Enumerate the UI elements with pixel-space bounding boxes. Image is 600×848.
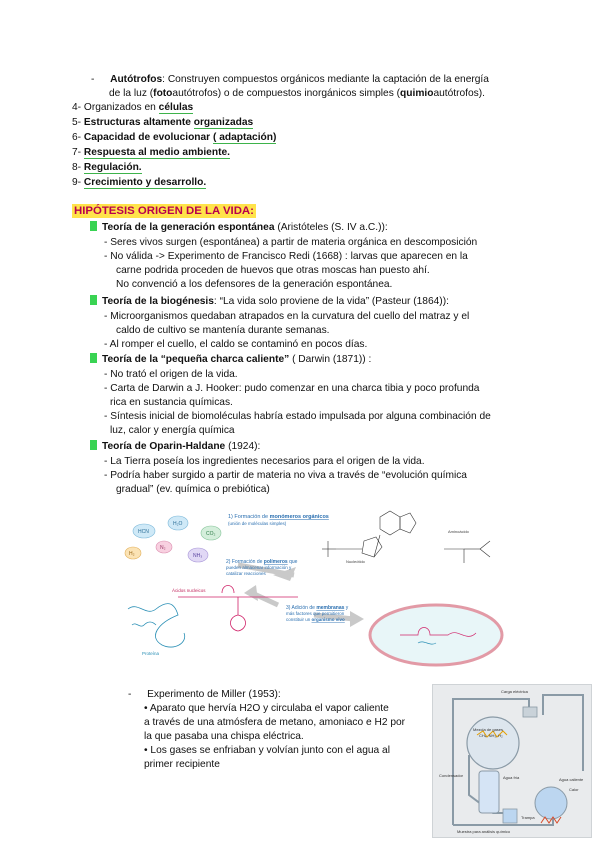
green-bullet-icon [90,295,97,305]
photo-label-gases: CH₄, NH₃, H₂ [479,733,503,738]
item-bold: Capacidad de evolucionar [83,132,213,143]
nucleic-label: Ácidos nucleicos [172,588,206,593]
gen-line-4: No convenció a los defensores de la generación espontánea. [116,279,393,290]
step1-text: 1) Formación de monómeros orgánicos [228,514,329,520]
item-bold-underlined: Crecimiento y desarrollo. [83,177,207,188]
theory-author: ( Darwin (1871)) : [289,354,372,365]
foto-bold: foto [153,88,173,99]
charca-line-4: - Síntesis inicial de biomoléculas habría estado impulsada por alguna combinación de [104,411,491,422]
theory-biogenesis-title [90,295,449,308]
item-prefix: 6- [72,132,84,143]
item-9 [72,176,206,189]
electrode-box [523,707,537,717]
miller-line-3: la que pasaba una chispa eléctrica. [144,731,304,742]
item-bold: Estructuras altamente [83,117,194,128]
gen-line-1: - Seres vivos surgen (espontánea) a partir de materia orgánica en descomposición [104,237,478,248]
gas-flask [467,717,519,769]
nucleotide-structure [322,511,416,557]
green-bullet-icon [90,221,97,231]
item-8 [72,161,142,174]
gas-co2-label: CO₂ [206,531,216,537]
theory-name: Teoría de la generación espontánea [102,222,275,233]
arrow-2-icon [244,585,258,601]
item-prefix: 7- [72,147,84,158]
step3-sub1: más factores que permitieron [286,611,345,616]
gas-molecules [125,516,221,562]
condenser [479,771,499,813]
bio-line-3: - Al romper el cuello, el caldo se contaminó en pocos días. [104,339,368,350]
autotrofos-line-2 [109,87,485,100]
bullet-dash: - [128,689,132,700]
theory-charca-title [90,353,371,366]
miller-title [128,688,281,701]
item-prefix: 4- Organizados en [72,102,159,113]
item-4 [72,101,193,114]
item-bold-underlined: organizadas [193,117,254,128]
theory-name: Teoría de la biogénesis [102,296,214,307]
text-segment: autótrofos) o de compuestos inorgánicos simples ( [172,88,401,99]
theory-author: (1924): [225,441,261,452]
photo-label-trap: Trampa [521,815,535,820]
charca-line-3: rica en sustancia químicas. [110,397,233,408]
item-bold-underlined: ( adaptación) [212,132,277,143]
photo-label-condenser: Condensador [439,773,464,778]
protein-coil [132,622,156,626]
trap [503,809,517,823]
autotrofos-term: Autótrofos [110,74,163,85]
step3-text: 3) Adición de membranas y [286,605,349,611]
theory-name: Teoría de Oparin-Haldane [102,441,226,452]
photo-label-electric: Carga eléctrica [501,689,528,694]
boiling-flask [535,787,567,819]
step2-text: 2) Formación de polímeros que [226,559,298,565]
step2-sub1: pueden almacenar información y [226,565,292,570]
item-prefix: 9- [72,177,84,188]
item-7 [72,146,230,159]
text-segment: de la luz ( [109,88,154,99]
oparin-line-1: - La Tierra poseía los ingredientes necesarios para el origen de la vida. [104,456,425,467]
miller-apparatus-image [432,684,592,838]
bullet-dash: - [91,74,95,85]
theory-name: Teoría de la “pequeña charca caliente” [102,354,290,365]
item-bold: células [158,102,194,113]
miller-apparatus-drawing [433,685,591,837]
green-bullet-icon [90,440,97,450]
item-bold-underlined: Regulación. [83,162,142,173]
text-segment: autótrofos). [433,88,485,99]
miller-line-2: a través de una atmósfera de metano, amoniaco e H2 por [144,717,406,728]
item-5 [72,116,253,129]
nucleotide-label: Nucleótido [346,559,365,564]
autotrofos-text: : Construyen compuestos orgánicos mediante la captación de la energía [162,74,489,85]
protein-label: Proteína [142,651,160,656]
charca-line-5: luz, calor y energía química [110,425,235,436]
miller-line-1: • Aparato que hervía H2O y circulaba el vapor caliente [144,703,389,714]
photo-label-sample: Muestra para análisis químico [457,829,511,834]
miller-line-4: • Los gases se enfriaban y volvían junto con el agua al [144,745,390,756]
autotrofos-line-1 [91,73,489,86]
charca-line-2: - Carta de Darwin a J. Hooker: pudo comenzar en una charca tibia y poco profunda [104,383,480,394]
gas-h2-label: H₂ [129,551,135,557]
section-heading: HIPÓTESIS ORIGEN DE LA VIDA: [74,205,254,217]
aminoacid-label: Aminoácido [448,529,469,534]
step1-sub: (unión de moléculas simples) [228,521,287,526]
arrow-3-icon [350,611,364,627]
item-prefix: 5- [72,117,84,128]
gas-h2o-label: H₂O [173,521,183,527]
photo-label-mix: Mezcla de gases [473,727,504,732]
step3-sub2: constituir un organismo vivo [286,617,345,622]
aminoacid-structure [444,541,490,563]
photo-label-heat: Calor [569,787,579,792]
miller-title-text: Experimento de Miller (1953): [147,689,281,700]
oparin-line-3: gradual” (ev. química o prebiótica) [116,484,270,495]
green-bullet-icon [90,353,97,363]
theory-author: (Aristóteles (S. IV a.C.)): [274,222,388,233]
gen-line-3: carne podrida proceden de huevos que otras moscas han puesto ahí. [116,265,430,276]
protein-chain [128,604,185,647]
theory-generacion-title [90,221,388,234]
theory-oparin-title [90,440,260,453]
gas-n2-label: N₂ [160,545,166,551]
step2-sub2: catalizar reacciones [226,571,266,576]
gas-hcn-label: HCN [138,529,149,535]
oparin-line-2: - Podría haber surgido a partir de materia no viva a través de “evolución química [104,470,467,481]
bio-line-2: caldo de cultivo se mantenía durante semanas. [116,325,330,336]
charca-line-1: - No trató el origen de la vida. [104,369,238,380]
item-6 [72,131,276,144]
bio-line-1: - Microorganismos quedaban atrapados en la curvatura del cuello del matraz y el [104,311,470,322]
theory-author: : “La vida solo proviene de la vida” (Pasteur (1864)): [213,296,449,307]
oparin-diagram [118,505,506,677]
miller-line-5: primer recipiente [144,759,220,770]
gen-line-2: - No válida -> Experimento de Francisco Redi (1668) : larvas que aparecen en la [104,251,468,262]
photo-label-hotwater: Agua caliente [559,777,584,782]
quimio-bold: quimio [400,88,434,99]
item-bold-underlined: Respuesta al medio ambiente. [83,147,230,158]
gas-nh3-label: NH₃ [193,553,203,559]
photo-label-coldwater: Agua fría [503,775,520,780]
item-prefix: 8- [72,162,84,173]
